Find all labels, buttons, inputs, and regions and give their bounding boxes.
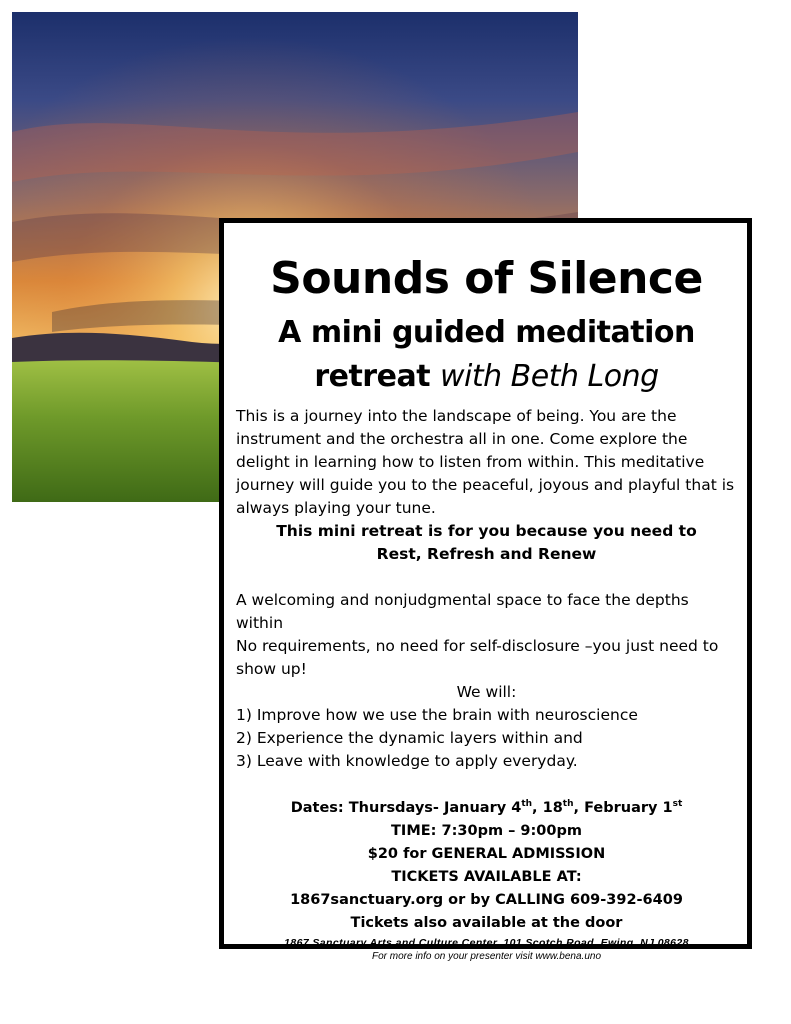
subtitle-line-2-bold: retreat xyxy=(314,359,431,394)
spacer xyxy=(236,566,737,589)
retreat-for-line-2: Rest, Refresh and Renew xyxy=(376,545,597,563)
event-time: TIME: 7:30pm – 9:00pm xyxy=(391,823,582,839)
presenter-info-link: For more info on your presenter visit www.bena.uno xyxy=(372,951,601,962)
list-item: 2) Experience the dynamic layers within and xyxy=(236,729,583,747)
requirements-line: No requirements, no need for self-disclosure –you just need to show up! xyxy=(236,637,719,678)
event-subtitle xyxy=(236,311,737,399)
list-item: 3) Leave with knowledge to apply everyday. xyxy=(236,752,578,770)
tickets-contact: 1867sanctuary.org or by CALLING 609-392-6409 xyxy=(290,892,683,908)
event-dates: Dates: Thursdays- January 4th, 18th, February 1st xyxy=(290,799,683,816)
event-details xyxy=(236,797,737,935)
goals-list xyxy=(236,704,737,773)
intro-paragraph: This is a journey into the landscape of being. You are the instrument and the orchestra all in one. Come explore the delight in learning how to listen from within. This meditative journey will guide you to the peaceful, joyous and playful that is always playing your tune. xyxy=(236,407,735,517)
venue-address: 1867 Sanctuary Arts and Culture Center, 101 Scotch Road, Ewing, NJ 08628 xyxy=(284,937,689,949)
event-price: $20 for GENERAL ADMISSION xyxy=(367,846,606,862)
presenter-name: with Beth Long xyxy=(440,359,659,394)
space-line: A welcoming and nonjudgmental space to face the depths within xyxy=(236,591,689,632)
tickets-door: Tickets also available at the door xyxy=(350,915,623,931)
event-title: Sounds of Silence xyxy=(270,253,703,304)
subtitle-line-1: A mini guided meditation xyxy=(278,315,695,350)
retreat-for-line-1: This mini retreat is for you because you need to xyxy=(276,522,697,540)
event-description xyxy=(236,405,737,773)
list-item: 1) Improve how we use the brain with neuroscience xyxy=(236,706,638,724)
we-will-heading: We will: xyxy=(456,683,517,701)
event-info-card xyxy=(219,218,752,962)
tickets-heading: TICKETS AVAILABLE AT: xyxy=(391,869,582,885)
